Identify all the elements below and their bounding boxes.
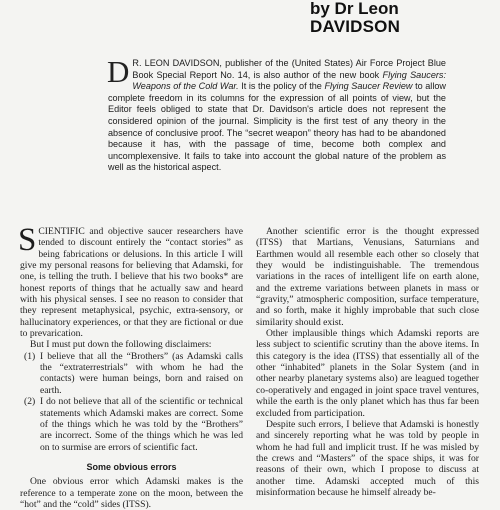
intro-book-title: Flying Saucers: Weapons of the Cold War. (132, 69, 446, 92)
disclaimer-number: (2) (24, 396, 36, 408)
intro-dropcap: D (107, 54, 130, 89)
section-subheading: Some obvious errors (86, 461, 177, 472)
left-paragraph-1 (18, 222, 243, 340)
author-byline (310, 0, 495, 36)
intro-mid: It is the policy of the (238, 81, 325, 92)
disclaimer-item (24, 350, 243, 396)
article-column-right (256, 226, 479, 498)
intro-journal-name: Flying Saucer Review (324, 81, 413, 92)
disclaimer-text: I do not believe that all of the scientific or technical statements which Adamski makes are correct. Some of the things which he was told by the “Brothers” are incorrect. Some of the things which he was led on to surmise are errors of scientific fact. (40, 396, 243, 453)
right-paragraph-3: Despite such errors, I believe that Adamski is honestly and sincerely reporting what he was told by people in whom he had full and implicit trust. If he was misled by the crews and “Masters” of the space ships, it was for reasons of their own, which I propose to discuss at another time. Adamski accepted much of this misinformation because he himself already be- (256, 418, 479, 498)
disclaimer-number: (1) (24, 350, 36, 362)
article-column-left (18, 222, 243, 510)
article-dropcap: S (18, 222, 37, 258)
left-paragraph-1-text: CIENTIFIC and objective saucer researchers have tended to discount entirely the “contact stories” as being fabrications or delusions. In this article I will give my personal reasons for believing that Adamski, for one, is telling the truth. I believe that his two books* are honest reports of things that he actually saw and heard with his physical senses. I see no reason to consider that they represent metaphysical, psychic, extra-sensory, or hallucinatory experiences, or that they are fictional or due to prevarication. (20, 226, 243, 340)
disclaimer-list (20, 351, 243, 453)
disclaimer-text: I believe that all the “Brothers” (as Adamski calls the “extraterrestrials” with whom he had the contacts) were human beings, born and raised on earth. (40, 350, 243, 396)
author-name: DAVIDSON (310, 17, 401, 36)
disclaimer-item (24, 396, 243, 453)
left-paragraph-2: But I must put down the following disclaimers: (30, 339, 212, 351)
right-paragraph-2: Other implausible things which Adamski reports are less subject to scientific scrutiny than the above items. In this category is the idea (ITSS) that essentially all of the other “inhabited” planets in the Solar System (and in other nearby planetary systems also) are leagued together co-operatively and engaged in joint space travel ventures, while the earth is the only planet which has thus far been excluded from participation. (256, 328, 479, 419)
byline-prefix: by Dr Leon (310, 0, 399, 18)
left-paragraph-3: One obvious error which Adamski makes is the reference to a temperate zone on the moon, between the “hot” and the “cold” sides (ITSS). (20, 476, 243, 510)
intro-rest: to allow complete freedom in its columns for the expression of all points of view, but the Editor feels obliged to state that Dr. Davidson's article does not represent the considered opinion of the journal. Simplicity is the first test of any theory in the absence of conclusive proof. The “secret weapon” theory has had to be abandoned because it has, with the passage of time, become both complex and uncomplexensive. It fails to take into account the global nature of the problem as well as the historical aspect. (108, 81, 446, 173)
editorial-intro (107, 54, 446, 174)
right-paragraph-1: Another scientific error is the thought expressed (ITSS) that Martians, Venusians, Saturnians and Earthmen would all resemble each other so closely that they would be indistinguishable. The tremendous variations in the races of intelligent life on earth alone, and the extreme variations between planets in mass or “gravity,” atmospheric composition, surface temperature, and so forth, make it highly improbable that such close similarity should exist. (256, 226, 479, 328)
intro-lead: R. LEON DAVIDSON, publisher of the (United States) Air Force Project Blue Book Special Report No. 14, is also author of the new book (132, 58, 446, 80)
